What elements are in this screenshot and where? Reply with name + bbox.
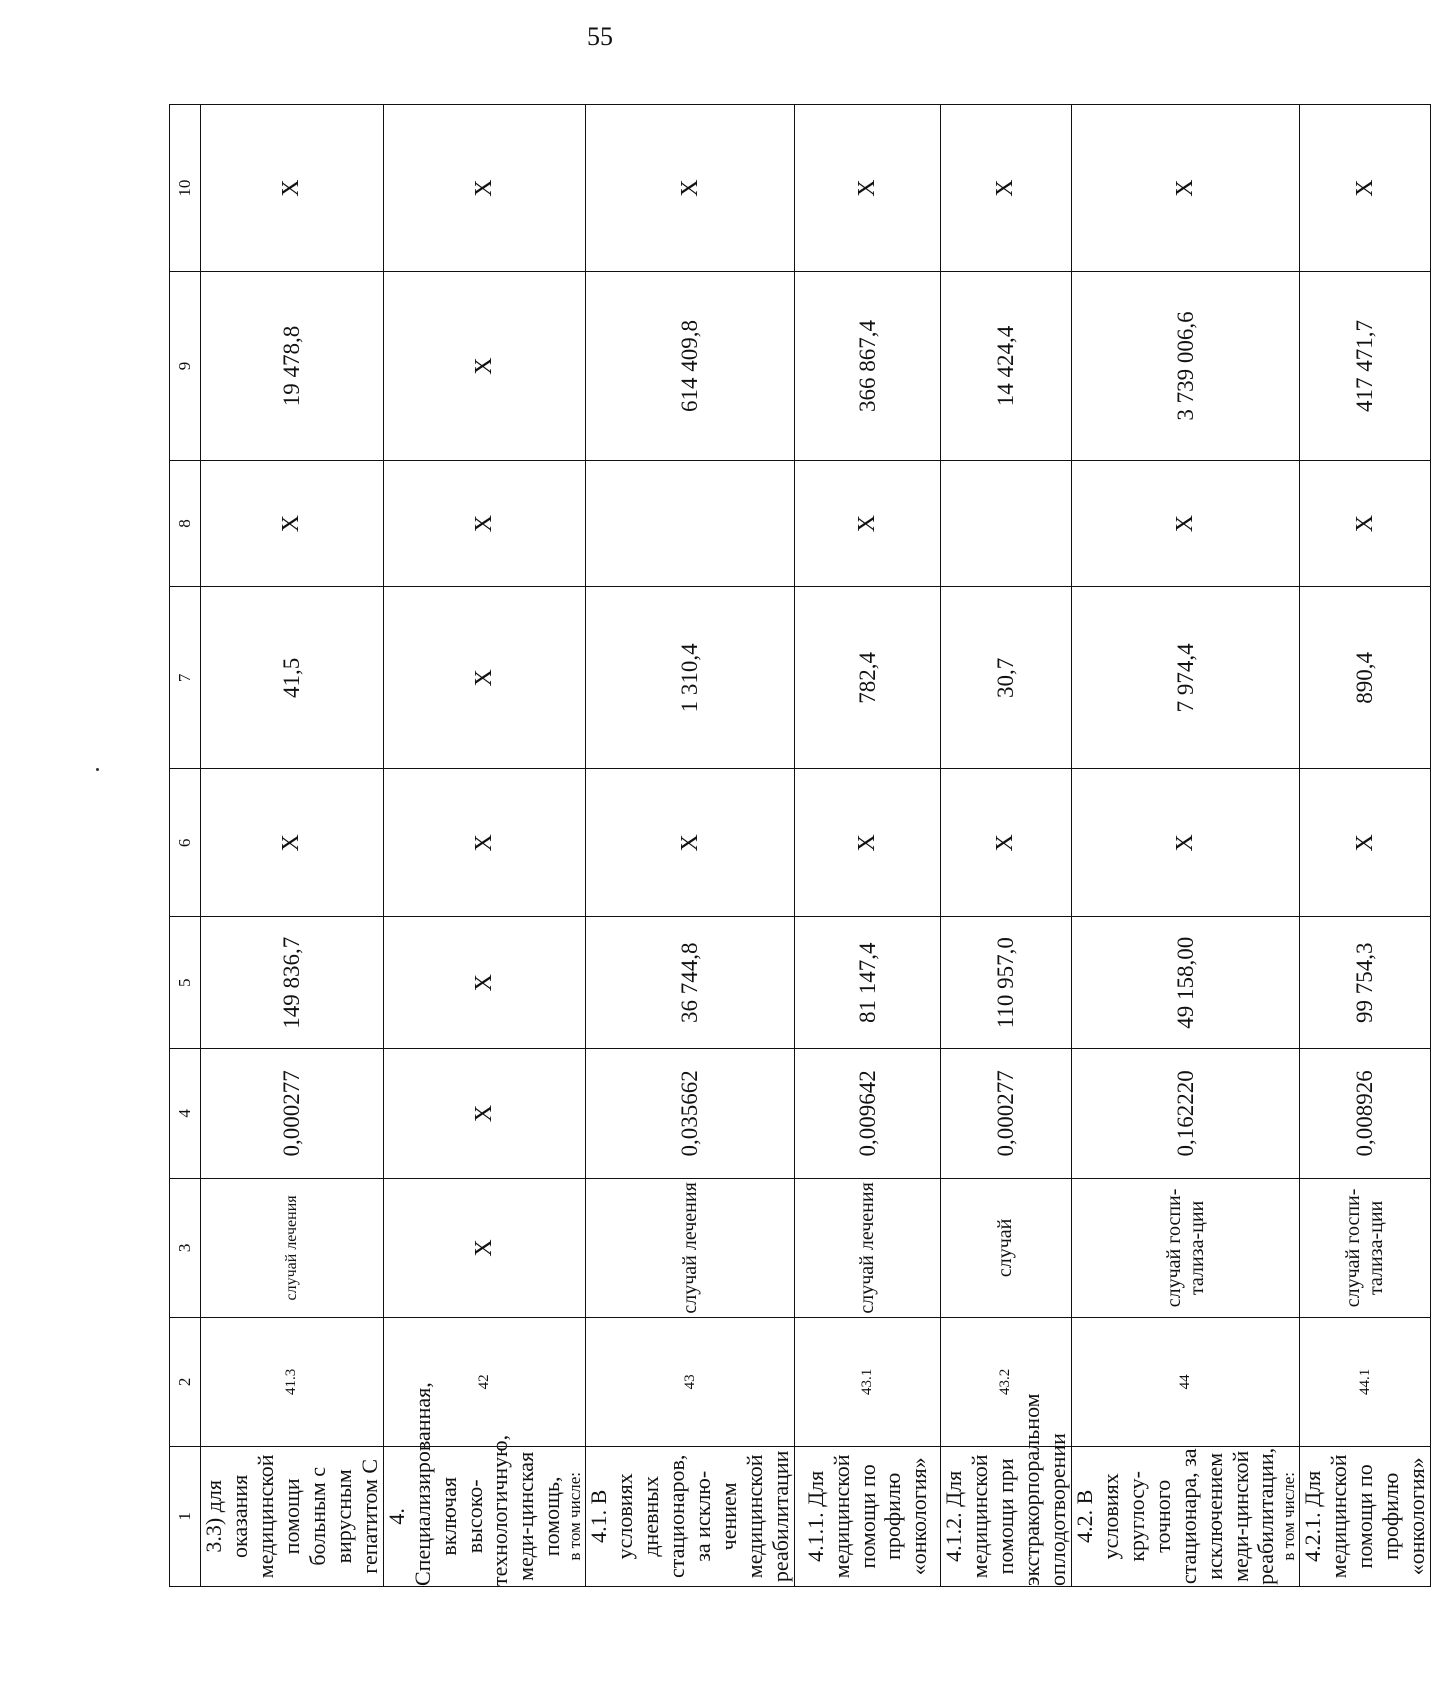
row-value-cell: 1 310,4 (586, 587, 795, 769)
row-value-cell: X (941, 769, 1072, 917)
row-value-cell: X (201, 769, 384, 917)
row-value-cell: X (941, 105, 1072, 272)
row-value-cell: 36 744,8 (586, 917, 795, 1049)
row-value-cell: 0,000277 (201, 1049, 384, 1179)
row-code-cell: 43 (586, 1318, 795, 1447)
table-row (1071, 105, 1300, 1587)
row-value-cell: 0,009642 (795, 1049, 941, 1179)
header-row (170, 105, 201, 1587)
header-cell: 8 (170, 460, 201, 586)
row-value-cell: 890,4 (1300, 587, 1431, 769)
row-value-cell: 49 158,00 (1071, 917, 1300, 1049)
row-code-cell: 41.3 (201, 1318, 384, 1447)
row-value-cell: 149 836,7 (201, 917, 384, 1049)
row-name-cell: 4.1. В условиях дневных стационаров, за исклю-чением медицинской реабилитации (586, 1446, 795, 1586)
table-row (795, 105, 941, 1587)
row-value-cell: X (383, 917, 586, 1049)
row-value-cell: 0,008926 (1300, 1049, 1431, 1179)
row-unit-cell: случай лечения (201, 1178, 384, 1317)
row-value-cell: 366 867,4 (795, 272, 941, 461)
row-value-cell: 99 754,3 (1300, 917, 1431, 1049)
row-value-cell: X (383, 272, 586, 461)
row-value-cell: 81 147,4 (795, 917, 941, 1049)
header-cell: 5 (170, 917, 201, 1049)
row-value-cell: X (586, 769, 795, 917)
table-row (941, 105, 1072, 1587)
header-cell: 1 (170, 1446, 201, 1586)
row-value-cell: X (1300, 460, 1431, 586)
row-value-cell: X (383, 105, 586, 272)
row-name-cell: 3.3) для оказания медицинской помощи больным с вирусным гепатитом С (201, 1446, 384, 1586)
row-name-tail: в том числе: (1279, 1472, 1299, 1561)
row-value-cell: 417 471,7 (1300, 272, 1431, 461)
row-value-cell: X (383, 1049, 586, 1179)
row-name-cell: 4. Специализированная, включая высоко-технологичную, меди-цинская помощь, в том числе: (383, 1382, 585, 1586)
table-row (586, 105, 795, 1587)
row-value-cell: X (383, 769, 586, 917)
row-value-cell (586, 460, 795, 586)
row-value-cell: X (1071, 769, 1300, 917)
rotated-table-container (169, 104, 1430, 1587)
row-value-cell: X (586, 105, 795, 272)
header-cell: 2 (170, 1318, 201, 1447)
row-name-cell: 4.1.2. Для медицинской помощи при экстракорпоральном оплодотворении (941, 1393, 1070, 1586)
row-code-cell: 44 (1071, 1318, 1300, 1447)
row-value-cell: 14 424,4 (941, 272, 1072, 461)
row-name-cell: 4.2. В условиях круглосу-точного стационара, за исключением меди-цинской реабилитации, в том числе: (1071, 1447, 1299, 1585)
header-cell: 6 (170, 769, 201, 917)
row-value-cell: 0,162220 (1071, 1049, 1300, 1179)
row-unit-cell: случай (941, 1178, 1072, 1317)
row-value-cell: X (1300, 105, 1431, 272)
row-unit-cell: случай госпи-тализа-ции (1071, 1178, 1300, 1317)
row-code-cell: 43.1 (795, 1318, 941, 1447)
row-name-cell: 4.2.1. Для медицинской помощи по профилю «онкология» (1300, 1446, 1431, 1586)
row-value-cell: X (201, 105, 384, 272)
row-value-cell: X (1071, 105, 1300, 272)
row-code-cell: 42 (383, 1318, 586, 1447)
header-cell: 10 (170, 105, 201, 272)
row-value-cell: 30,7 (941, 587, 1072, 769)
table-row (201, 105, 384, 1587)
row-value-cell: 0,035662 (586, 1049, 795, 1179)
row-value-cell (941, 460, 1072, 586)
row-value-cell: 41,5 (201, 587, 384, 769)
row-value-cell: X (383, 587, 586, 769)
row-value-cell: X (201, 460, 384, 586)
table-row (383, 105, 586, 1587)
row-value-cell: X (795, 769, 941, 917)
row-code-cell: 44.1 (1300, 1318, 1431, 1447)
row-name-tail: в том числе: (565, 1472, 585, 1561)
row-value-cell: X (383, 460, 586, 586)
row-value-cell: 614 409,8 (586, 272, 795, 461)
row-unit-cell: случай лечения (795, 1178, 941, 1317)
row-value-cell: X (795, 460, 941, 586)
row-unit-cell: X (383, 1178, 586, 1317)
stray-dot (96, 768, 99, 771)
row-name-cell: 4.1.1. Для медицинской помощи по профилю «онкология» (795, 1446, 941, 1586)
header-cell: 4 (170, 1049, 201, 1179)
row-unit-cell: случай лечения (586, 1178, 795, 1317)
row-value-cell: 7 974,4 (1071, 587, 1300, 769)
header-cell: 9 (170, 272, 201, 461)
header-cell: 3 (170, 1178, 201, 1317)
row-value-cell: X (795, 105, 941, 272)
row-value-cell: 782,4 (795, 587, 941, 769)
row-value-cell: 0,000277 (941, 1049, 1072, 1179)
row-value-cell: 3 739 006,6 (1071, 272, 1300, 461)
header-cell: 7 (170, 587, 201, 769)
row-value-cell: X (1071, 460, 1300, 586)
page-number: 55 (587, 22, 613, 51)
row-value-cell: 19 478,8 (201, 272, 384, 461)
row-value-cell: X (1300, 769, 1431, 917)
row-value-cell: 110 957,0 (941, 917, 1072, 1049)
data-table (169, 104, 1431, 1587)
row-unit-cell: случай госпи-тализа-ции (1300, 1178, 1431, 1317)
row-code-cell: 43.2 (941, 1318, 1072, 1447)
table-row (1300, 105, 1431, 1587)
